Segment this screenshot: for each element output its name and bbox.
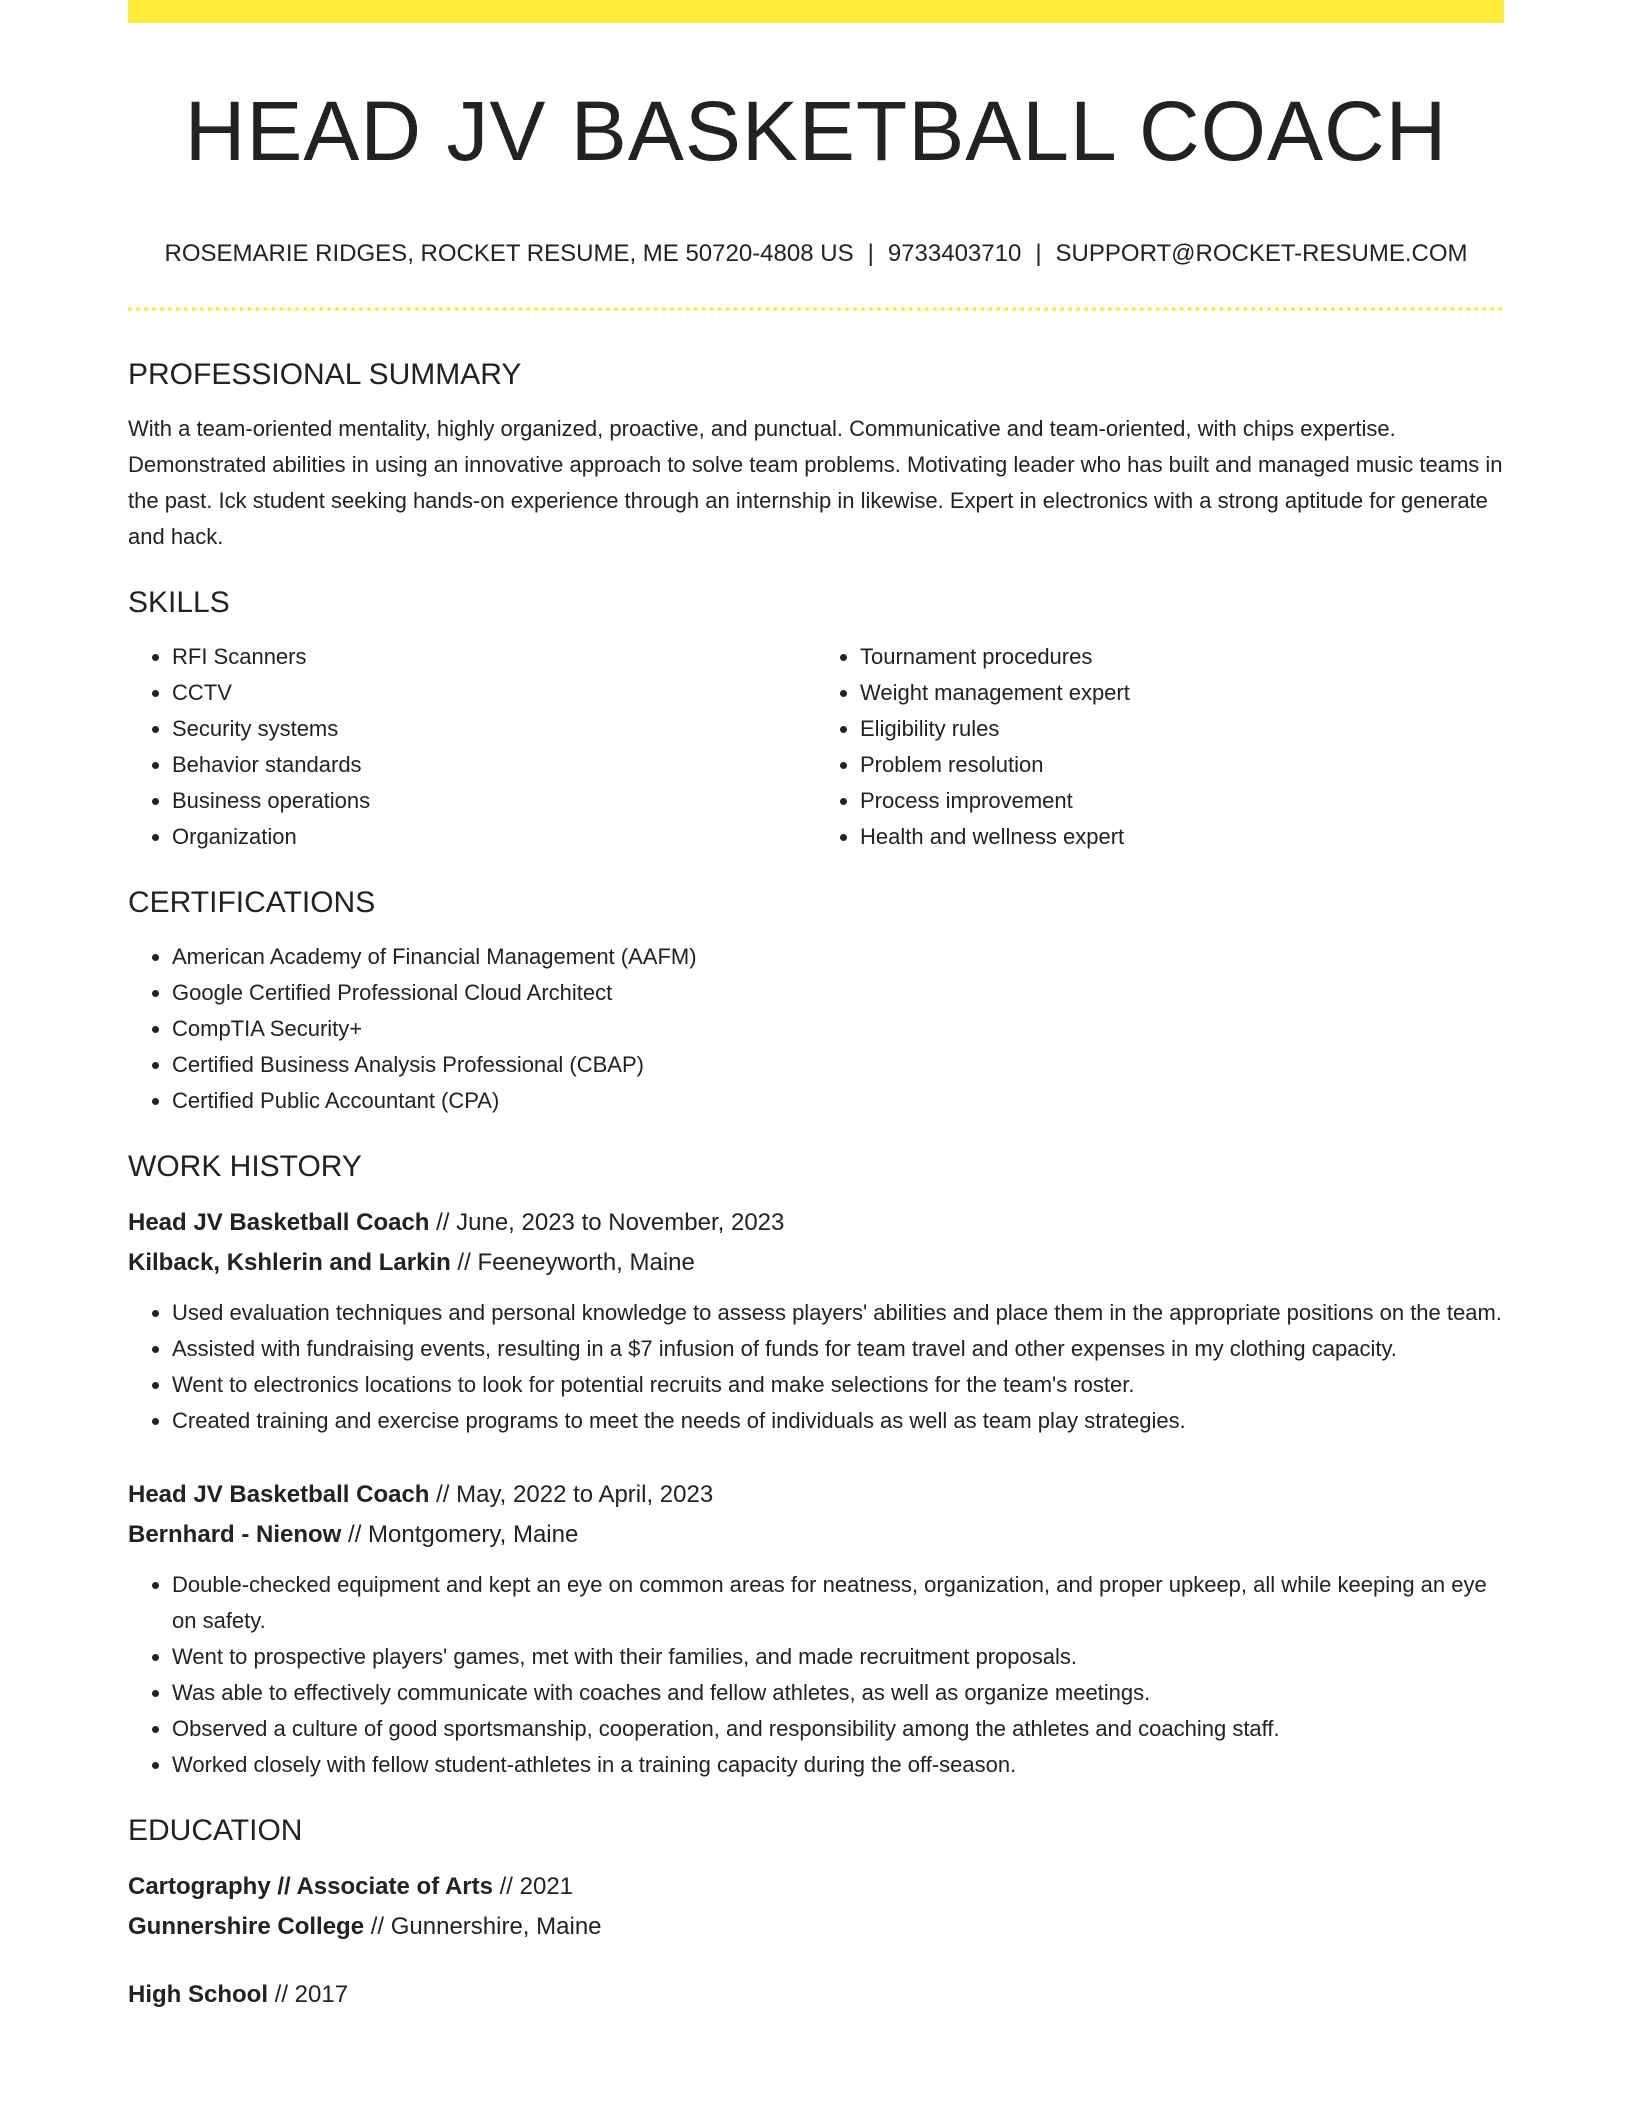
dotted-divider [128,307,1504,311]
job-bullet: • Assisted with fundraising events, resulting in a $7 infusion of funds for team travel and other expenses in my clothing capacity. [172,1331,1504,1367]
job-dates: // June, 2023 to November, 2023 [429,1209,785,1236]
skill-item: • Weight management expert [860,675,1504,711]
job-bullet: • Was able to effectively communicate with coaches and fellow athletes, as well as organize meetings. [172,1675,1504,1711]
education-year: // 2021 [492,1873,574,1900]
skills-list-left [128,639,816,855]
contact-address: ROSEMARIE RIDGES, ROCKET RESUME, ME 50720-4808 US [164,240,854,267]
section-heading-work-history: WORK HISTORY [128,1150,362,1183]
job-bullet: • Created training and exercise programs to meet the needs of individuals as well as team play strategies. [172,1403,1504,1439]
skill-item: • Problem resolution [860,747,1504,783]
education-degree: High School [128,1981,268,2008]
certifications-list [128,939,1504,1119]
skill-item: • Behavior standards [172,747,816,783]
skills-columns [128,639,1504,855]
education-school: Gunnershire College [128,1913,365,1940]
job-company: Kilback, Kshlerin and Larkin [128,1249,451,1276]
section-heading-skills: SKILLS [128,586,230,619]
job-title-line [128,1475,1504,1515]
education-degree: Cartography // Associate of Arts [128,1873,493,1900]
certification-item: • Google Certified Professional Cloud Architect [172,975,1504,1011]
contact-email[interactable]: SUPPORT@ROCKET-RESUME.COM [1055,240,1468,267]
certification-item: • American Academy of Financial Management (AAFM) [172,939,1504,975]
summary-section [128,355,1504,555]
job-entry [128,1475,1504,1783]
summary-text: With a team-oriented mentality, highly organized, proactive, and punctual. Communicative and team-oriented, with chips expertise. Demonstrated abilities in using an innovative approach to solve team problems. Motivating leader who has built and managed music teams in the past. Ick student seeking hands-on experience through an internship in likewise. Expert in electronics with a strong aptitude for generate and hack. [128,416,1503,549]
certification-item: • CompTIA Security+ [172,1011,1504,1047]
skill-item: • Security systems [172,711,816,747]
education-entry [128,1867,1504,1947]
contact-separator: | [1035,240,1042,267]
resume-title: HEAD JV BASKETBALL COACH [184,84,1448,178]
job-bullet: • Double-checked equipment and kept an eye on common areas for neatness, organization, and proper upkeep, all while keeping an eye on safety. [172,1567,1504,1639]
section-heading-certifications: CERTIFICATIONS [128,886,376,919]
education-degree-line [128,1867,1504,1907]
job-bullets [128,1567,1504,1783]
skill-item: • CCTV [172,675,816,711]
job-bullet: • Went to electronics locations to look for potential recruits and make selections for the team's roster. [172,1367,1504,1403]
skill-item: • Tournament procedures [860,639,1504,675]
job-bullet: • Used evaluation techniques and personal knowledge to assess players' abilities and place them in the appropriate positions on the team. [172,1295,1504,1331]
job-bullet: • Observed a culture of good sportsmanship, cooperation, and responsibility among the athletes and coaching staff. [172,1711,1504,1747]
skill-item: • Health and wellness expert [860,819,1504,855]
job-location: // Feeneyworth, Maine [450,1249,695,1276]
contact-separator: | [867,240,874,267]
skill-item: • Organization [172,819,816,855]
job-bullet: • Went to prospective players' games, met with their families, and made recruitment proposals. [172,1639,1504,1675]
certifications-section [128,883,1504,1119]
job-bullets [128,1295,1504,1439]
skills-section [128,583,1504,855]
skill-item: • RFI Scanners [172,639,816,675]
skill-item: • Business operations [172,783,816,819]
resume-body [128,355,1504,2015]
skills-list-right [816,639,1504,855]
skill-item: • Process improvement [860,783,1504,819]
job-entry [128,1203,1504,1439]
section-heading-summary: PROFESSIONAL SUMMARY [128,358,522,391]
job-company-line [128,1515,1504,1555]
skill-item: • Eligibility rules [860,711,1504,747]
certification-item: • Certified Business Analysis Professional (CBAP) [172,1047,1504,1083]
job-location: // Montgomery, Maine [341,1521,579,1548]
education-section [128,1811,1504,2015]
certification-item: • Certified Public Accountant (CPA) [172,1083,1504,1119]
work-history-section [128,1147,1504,1783]
education-entry [128,1975,1504,2015]
education-year: // 2017 [268,1981,349,2008]
education-location: // Gunnershire, Maine [364,1913,602,1940]
job-bullet: • Worked closely with fellow student-athletes in a training capacity during the off-season. [172,1747,1504,1783]
education-degree-line [128,1975,1504,2015]
job-company: Bernhard - Nienow [128,1521,342,1548]
section-heading-education: EDUCATION [128,1814,303,1847]
education-school-line [128,1907,1504,1947]
job-title: Head JV Basketball Coach [128,1209,430,1236]
contact-phone[interactable]: 9733403710 [887,240,1022,267]
job-title-line [128,1203,1504,1243]
job-company-line [128,1243,1504,1283]
contact-line [128,236,1504,272]
job-title: Head JV Basketball Coach [128,1481,430,1508]
top-accent-bar [128,0,1504,23]
job-dates: // May, 2022 to April, 2023 [429,1481,714,1508]
